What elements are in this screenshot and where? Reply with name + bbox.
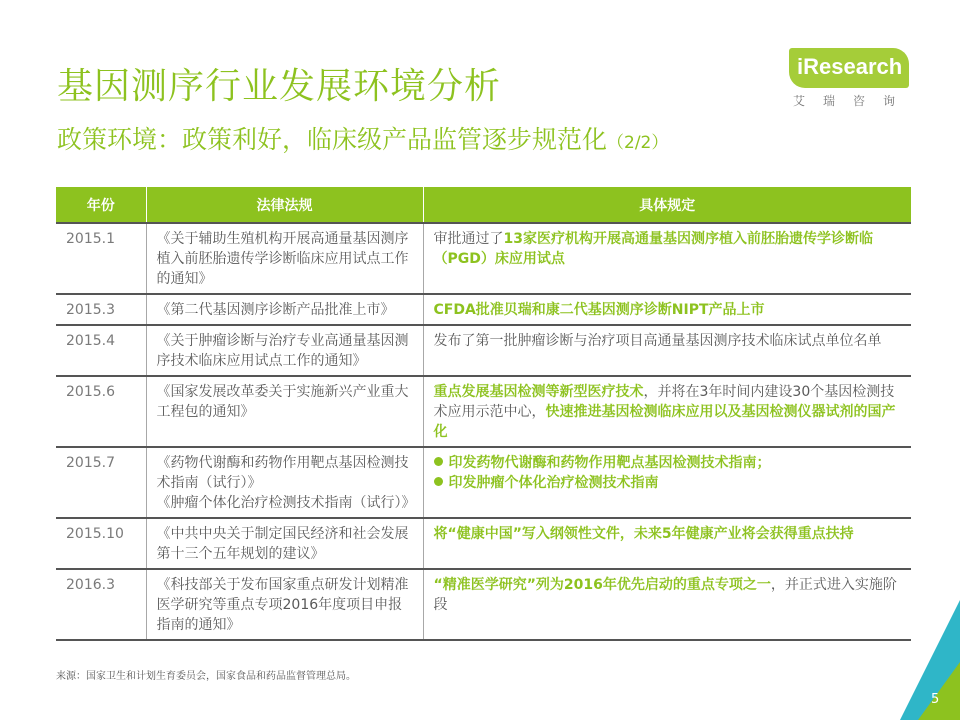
bullet-text: 印发肿瘤个体化治疗检测技术指南: [448, 475, 659, 491]
bullet-dot-icon: [434, 477, 443, 486]
source-note: 来源：国家卫生和计划生育委员会，国家食品和药品监督管理总局。: [56, 671, 356, 682]
page-subtitle: [57, 120, 668, 156]
law-cell: [146, 518, 423, 569]
law-title: 《肿瘤个体化治疗检测技术指南（试行）》: [156, 495, 416, 511]
law-title: 《国家发展改革委关于实施新兴产业重大工程包的通知》: [156, 384, 409, 420]
logo-chinese-text: 艾瑞咨询: [793, 94, 914, 108]
year-cell: 2015.3: [56, 294, 146, 325]
subtitle-text: 政策环境：政策利好，临床级产品监管逐步规范化: [57, 125, 608, 154]
year-cell: 2016.3: [56, 569, 146, 640]
detail-highlight: 快速推进基因检测临床应用以及基因检测仪器试剂的国产化: [433, 404, 896, 440]
detail-highlight: 13家医疗机构开展高通量基因测序植入前胚胎遗传学诊断临（PGD）床应用试点: [433, 231, 873, 267]
detail-cell: [423, 294, 911, 325]
detail-cell: [423, 223, 911, 294]
detail-highlight: 将“健康中国”写入纲领性文件，未来5年健康产业将会获得重点扶持: [433, 526, 854, 542]
table-row: [56, 294, 911, 325]
detail-highlight: “精准医学研究”列为2016年优先启动的重点专项之一: [433, 577, 771, 593]
table-row: [56, 223, 911, 294]
header-law: 法律法规: [146, 187, 423, 223]
header-detail: 具体规定: [423, 187, 911, 223]
law-cell: [146, 294, 423, 325]
page-title: 基因测序行业发展环境分析: [57, 66, 502, 107]
law-cell: [146, 447, 423, 518]
table-row: [56, 376, 911, 447]
law-title: 《关于肿瘤诊断与治疗专业高通量基因测序技术临床应用试点工作的通知》: [156, 333, 409, 369]
law-title: 《第二代基因测序诊断产品批准上市》: [156, 302, 395, 318]
header-year: 年份: [56, 187, 146, 223]
detail-cell: [423, 569, 911, 640]
table-row: [56, 447, 911, 518]
detail-bullet: [434, 453, 904, 473]
iresearch-logo: [789, 48, 914, 110]
policy-table: [56, 187, 911, 641]
law-cell: [146, 325, 423, 376]
detail-cell: [423, 447, 911, 518]
year-cell: 2015.10: [56, 518, 146, 569]
detail-bullet: [434, 473, 904, 493]
table-row: [56, 518, 911, 569]
year-cell: 2015.6: [56, 376, 146, 447]
subtitle-page-indicator: （2/2）: [607, 133, 669, 153]
corner-decoration: [900, 600, 960, 720]
detail-cell: [423, 325, 911, 376]
law-title: 《关于辅助生殖机构开展高通量基因测序植入前胚胎遗传学诊断临床应用试点工作的通知》: [156, 231, 409, 287]
table-header-row: [56, 187, 911, 223]
detail-highlight: 重点发展基因检测等新型医疗技术: [433, 384, 644, 400]
bullet-text: 印发药物代谢酶和药物作用靶点基因检测技术指南；: [448, 455, 771, 471]
bullet-dot-icon: [434, 457, 443, 466]
year-cell: 2015.1: [56, 223, 146, 294]
page-number: 5: [931, 692, 940, 707]
detail-text: ，并正式进入实施阶段: [433, 577, 897, 613]
law-cell: [146, 569, 423, 640]
detail-cell: [423, 376, 911, 447]
law-title: 《科技部关于发布国家重点研发计划精准医学研究等重点专项2016年度项目申报指南的通知》: [156, 577, 409, 633]
table-row: [56, 569, 911, 640]
law-title: 《中共中央关于制定国民经济和社会发展第十三个五年规划的建议》: [156, 526, 409, 562]
detail-highlight: CFDA批准贝瑞和康二代基因测序诊断NIPT产品上市: [433, 302, 765, 318]
year-cell: 2015.7: [56, 447, 146, 518]
detail-text: ，并将在3年时间内建设30个基因检测技术应用示范中心，: [433, 384, 895, 420]
law-cell: [146, 376, 423, 447]
law-title: 《药物代谢酶和药物作用靶点基因检测技术指南（试行）》: [156, 455, 409, 491]
year-cell: 2015.4: [56, 325, 146, 376]
logo-brand-text: iResearch: [797, 54, 903, 79]
table-row: [56, 325, 911, 376]
detail-cell: [423, 518, 911, 569]
detail-text: 审批通过了: [433, 231, 504, 247]
law-cell: [146, 223, 423, 294]
detail-text: 发布了第一批肿瘤诊断与治疗项目高通量基因测序技术临床试点单位名单: [433, 333, 882, 349]
